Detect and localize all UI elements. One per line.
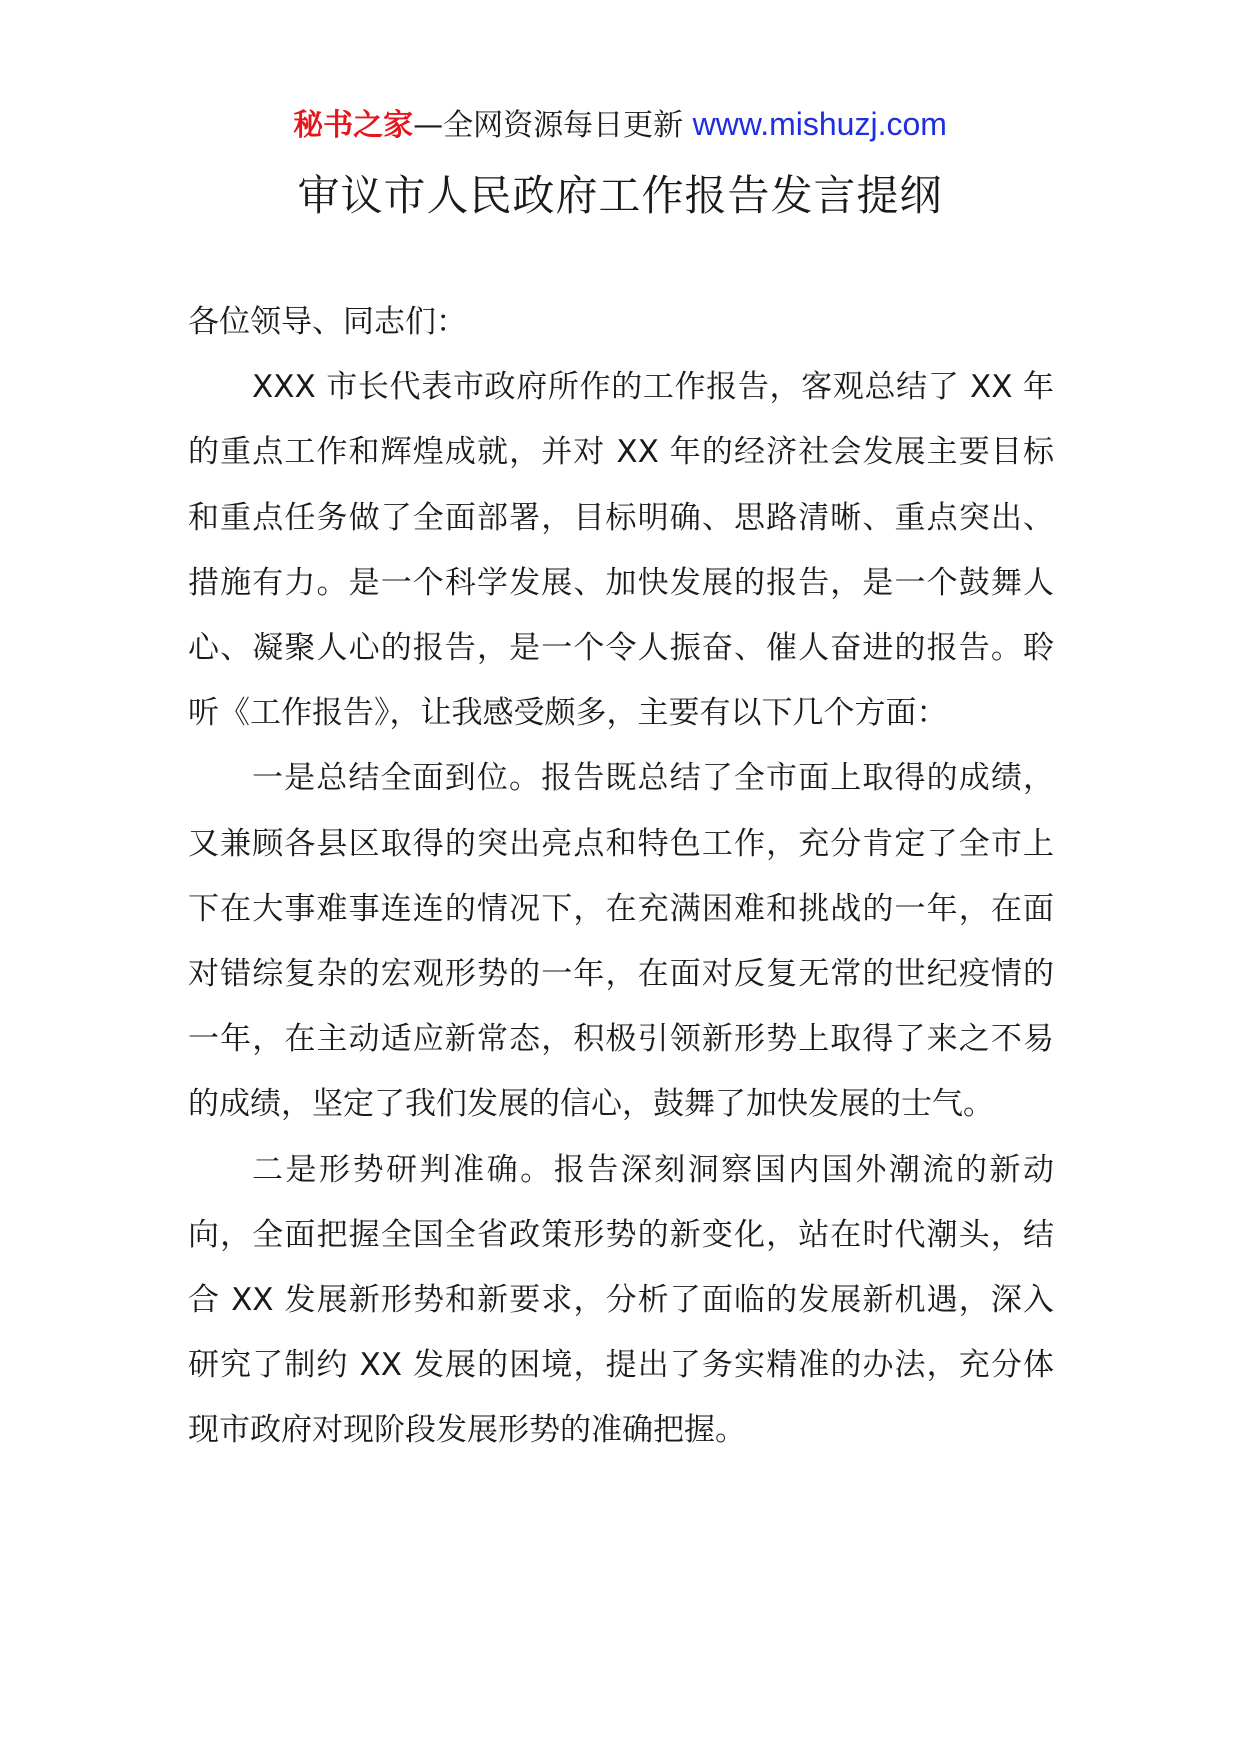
document-body — [188, 290, 1054, 1464]
brand-name: 秘书之家 — [293, 108, 414, 143]
site-header — [0, 104, 1240, 146]
paragraph-point-one: 一是总结全面到位。报告既总结了全市面上取得的成绩，又兼顾各县区取得的突出亮点和特色工作，充分肯定了全市上下在大事难事连连的情况下，在充满困难和挑战的一年，在面对错综复杂的宏观形势的一年，在面对反复无常的世纪疫情的一年，在主动适应新常态，积极引领新形势上取得了来之不易的成绩，坚定了我们发展的信心，鼓舞了加快发展的士气。 — [188, 760, 1054, 1123]
document-title: 审议市人民政府工作报告发言提纲 — [297, 171, 943, 220]
paragraph-point-two: 二是形势研判准确。报告深刻洞察国内国外潮流的新动向，全面把握全国全省政策形势的新变化，站在时代潮头，结合 XX 发展新形势和新要求，分析了面临的发展新机遇，深入研究了制约 XX 发展的困境，提出了务实精准的办法，充分体现市政府对现阶段发展形势的准确把握。 — [188, 1151, 1054, 1449]
site-slogan: —全网资源每日更新 — [413, 108, 693, 143]
salutation: 各位领导、同志们： — [188, 304, 467, 340]
paragraph-intro: XXX 市长代表市政府所作的工作报告，客观总结了 XX 年的重点工作和辉煌成就，并对 XX 年的经济社会发展主要目标和重点任务做了全面部署，目标明确、思路清晰、重点突出、措施有力。是一个科学发展、加快发展的报告，是一个鼓舞人心、凝聚人心的报告，是一个令人振奋、催人奋进的报告。聆听《工作报告》，让我感受颇多，主要有以下几个方面： — [188, 369, 1054, 732]
site-url-link[interactable]: www.mishuzj.com — [692, 106, 947, 142]
